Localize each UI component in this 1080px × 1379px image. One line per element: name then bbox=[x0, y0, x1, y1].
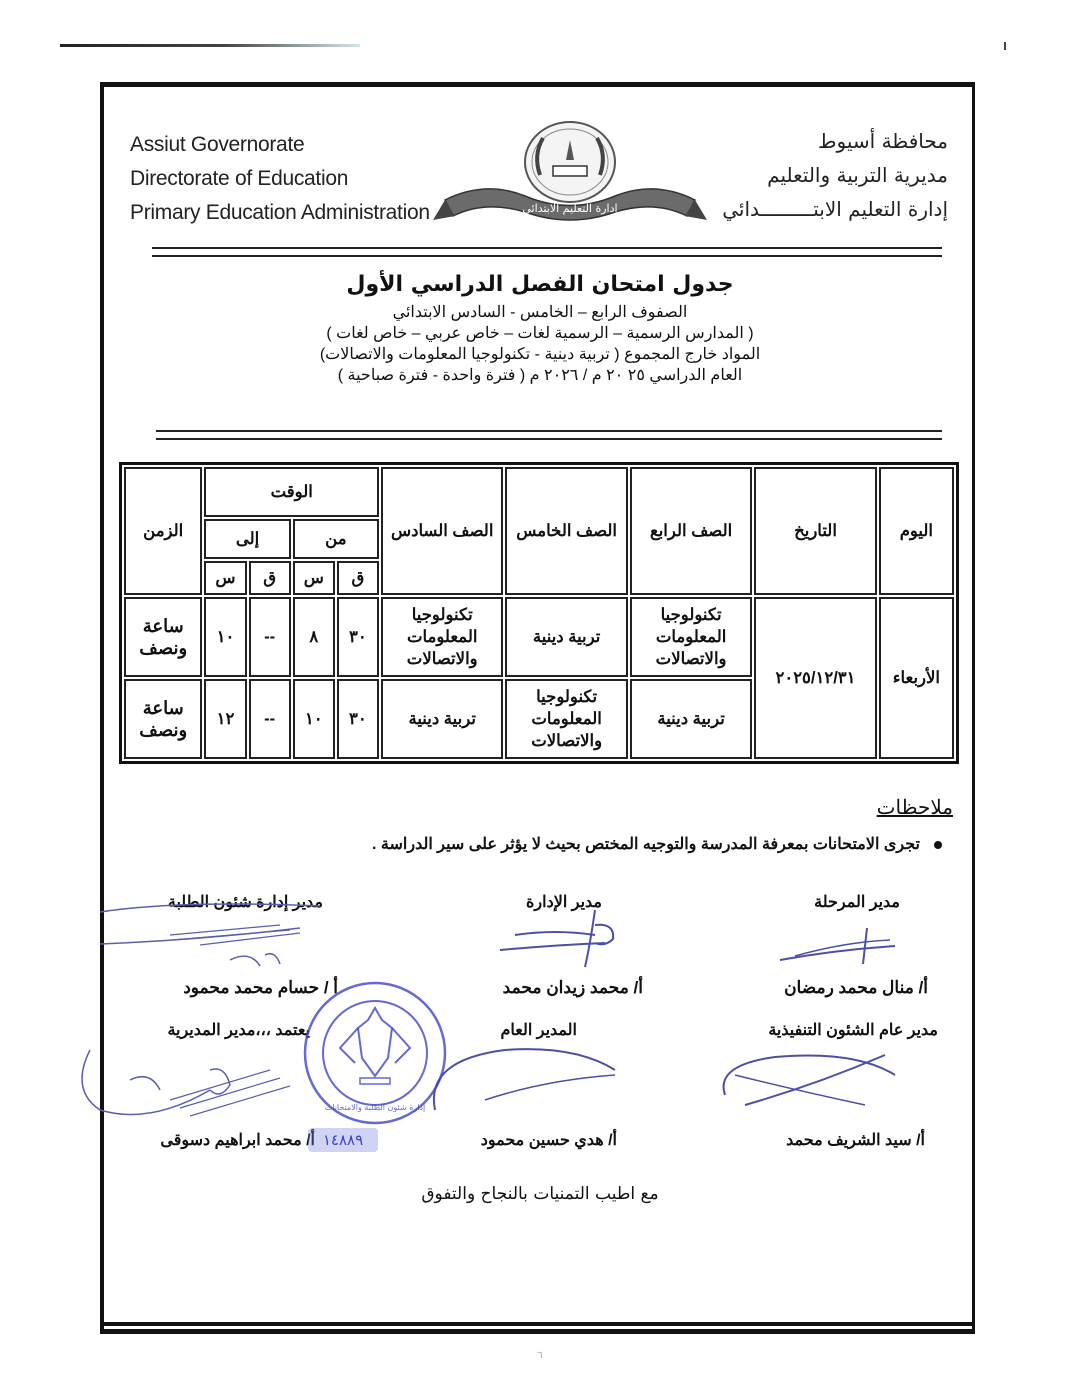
table-row bbox=[124, 597, 954, 677]
cell-grade5: تربية دينية bbox=[505, 597, 627, 677]
stamp-number: ١٤٨٨٩ bbox=[308, 1128, 378, 1152]
exam-schedule-table bbox=[119, 462, 959, 764]
cell-day: الأربعاء bbox=[879, 597, 954, 759]
header-arabic bbox=[722, 124, 948, 226]
cell-grade6: تربية دينية bbox=[381, 679, 503, 759]
title-divider bbox=[156, 430, 942, 440]
notes-heading: ملاحظات bbox=[876, 797, 953, 819]
header-date: التاريخ bbox=[754, 467, 876, 595]
header-grade6: الصف السادس bbox=[381, 467, 503, 595]
cell-date: ٢٠٢٥/١٢/٣١ bbox=[754, 597, 876, 759]
header-from: من bbox=[293, 519, 379, 559]
cell-to-hour: ١٠ bbox=[204, 597, 246, 677]
stage-manager-title: مدير المرحلة bbox=[814, 894, 900, 911]
header-en-line-3: Primary Education Administration bbox=[130, 201, 430, 224]
admin-manager-title: مدير الإدارة bbox=[526, 894, 602, 911]
subtitle-line-4: العام الدراسي ٢٥ ٢٠ م / ٢٠٢٦ م ( فترة واحدة - فترة صباحية ) bbox=[337, 367, 743, 384]
cell-from-minute: ٣٠ bbox=[337, 679, 379, 759]
closing-message: مع اطيب التمنيات بالنجاح والتفوق bbox=[421, 1184, 659, 1204]
signature-student-affairs bbox=[100, 900, 360, 980]
header-en-line-1: Assiut Governorate bbox=[130, 133, 305, 156]
logo-ribbon-text: إدارة التعليم الابتدائي bbox=[522, 202, 618, 215]
scan-corner-mark bbox=[1004, 42, 1006, 50]
signature-general-manager bbox=[425, 1040, 625, 1120]
header-ar-line-2: مديرية التربية والتعليم bbox=[767, 163, 948, 187]
stage-manager-name: أ/ منال محمد رمضان bbox=[784, 978, 928, 997]
exec-affairs-title: مدير عام الشئون التنفيذية bbox=[768, 1022, 938, 1039]
header-row-1 bbox=[124, 467, 954, 517]
directorate-manager-name: أ/ محمد ابراهيم دسوقى bbox=[160, 1132, 315, 1149]
official-stamp bbox=[300, 978, 450, 1128]
cell-to-minute: -- bbox=[249, 597, 291, 677]
footer-rule bbox=[100, 1322, 975, 1326]
header-day: اليوم bbox=[879, 467, 954, 595]
cell-duration: ساعة ونصف bbox=[124, 679, 202, 759]
signature-stage-manager bbox=[775, 920, 905, 970]
directorate-manager-title: يعتمد ،،،مدير المديرية bbox=[167, 1022, 310, 1039]
cell-from-hour: ٨ bbox=[293, 597, 335, 677]
title-block bbox=[200, 268, 880, 386]
header-from-hour: س bbox=[293, 561, 335, 595]
note-text: تجرى الامتحانات بمعرفة المدرسة والتوجيه المختص بحيث لا يؤثر على سير الدراسة . bbox=[372, 836, 920, 853]
header-to-minute: ق bbox=[249, 561, 291, 595]
exec-affairs-name: أ/ سيد الشريف محمد bbox=[786, 1132, 925, 1149]
cell-grade6: تكنولوجيا المعلومات والاتصالات bbox=[381, 597, 503, 677]
subtitle-line-3: المواد خارج المجموع ( تربية دينية - تكنولوجيا المعلومات والاتصالات) bbox=[319, 346, 761, 363]
header-ar-line-1: محافظة أسيوط bbox=[818, 129, 948, 153]
cell-from-minute: ٣٠ bbox=[337, 597, 379, 677]
signature-exec-affairs bbox=[715, 1035, 905, 1115]
note-item bbox=[372, 834, 942, 854]
cell-grade4: تربية دينية bbox=[630, 679, 752, 759]
subtitle-line-1: الصفوف الرابع – الخامس - السادس الابتدائي bbox=[392, 304, 688, 321]
student-affairs-name: أ / حسام محمد محمود bbox=[183, 978, 338, 997]
page-number: ٦ bbox=[537, 1350, 543, 1361]
stamp-text: إدارة شئون الطلبة والامتحانات bbox=[324, 1103, 426, 1112]
cell-duration: ساعة ونصف bbox=[124, 597, 202, 677]
admin-manager-name: أ/ محمد زيدان محمد bbox=[502, 978, 643, 997]
cell-grade4: تكنولوجيا المعلومات والاتصالات bbox=[630, 597, 752, 677]
cell-to-hour: ١٢ bbox=[204, 679, 246, 759]
page-title: جدول امتحان الفصل الدراسي الأول bbox=[346, 272, 734, 297]
header-divider bbox=[152, 247, 942, 257]
header-to: إلى bbox=[204, 519, 290, 559]
general-manager-name: أ/ هدي حسين محمود bbox=[480, 1132, 617, 1149]
education-administration-logo bbox=[425, 120, 715, 230]
student-affairs-title: مدير إدارة شئون الطلبة bbox=[167, 894, 323, 911]
cell-grade5: تكنولوجيا المعلومات والاتصالات bbox=[505, 679, 627, 759]
header-from-minute: ق bbox=[337, 561, 379, 595]
header-english bbox=[130, 128, 430, 230]
general-manager-title: المدير العام bbox=[500, 1022, 577, 1039]
header-time: الوقت bbox=[204, 467, 379, 517]
signature-admin-manager bbox=[495, 905, 635, 975]
header-grade5: الصف الخامس bbox=[505, 467, 627, 595]
subtitle-line-2: ( المدارس الرسمية – الرسمية لغات – خاص عربي – خاص لغات ) bbox=[326, 325, 754, 342]
header-to-hour: س bbox=[204, 561, 246, 595]
cell-from-hour: ١٠ bbox=[293, 679, 335, 759]
cell-to-minute: -- bbox=[249, 679, 291, 759]
header-ar-line-3: إدارة التعليم الابتـــــــــدائي bbox=[722, 197, 948, 221]
header-grade4: الصف الرابع bbox=[630, 467, 752, 595]
signature-directorate-manager bbox=[70, 1030, 310, 1130]
header-duration: الزمن bbox=[124, 467, 202, 595]
scan-top-line bbox=[60, 44, 360, 47]
header-en-line-2: Directorate of Education bbox=[130, 167, 349, 190]
bullet-icon bbox=[934, 841, 942, 849]
